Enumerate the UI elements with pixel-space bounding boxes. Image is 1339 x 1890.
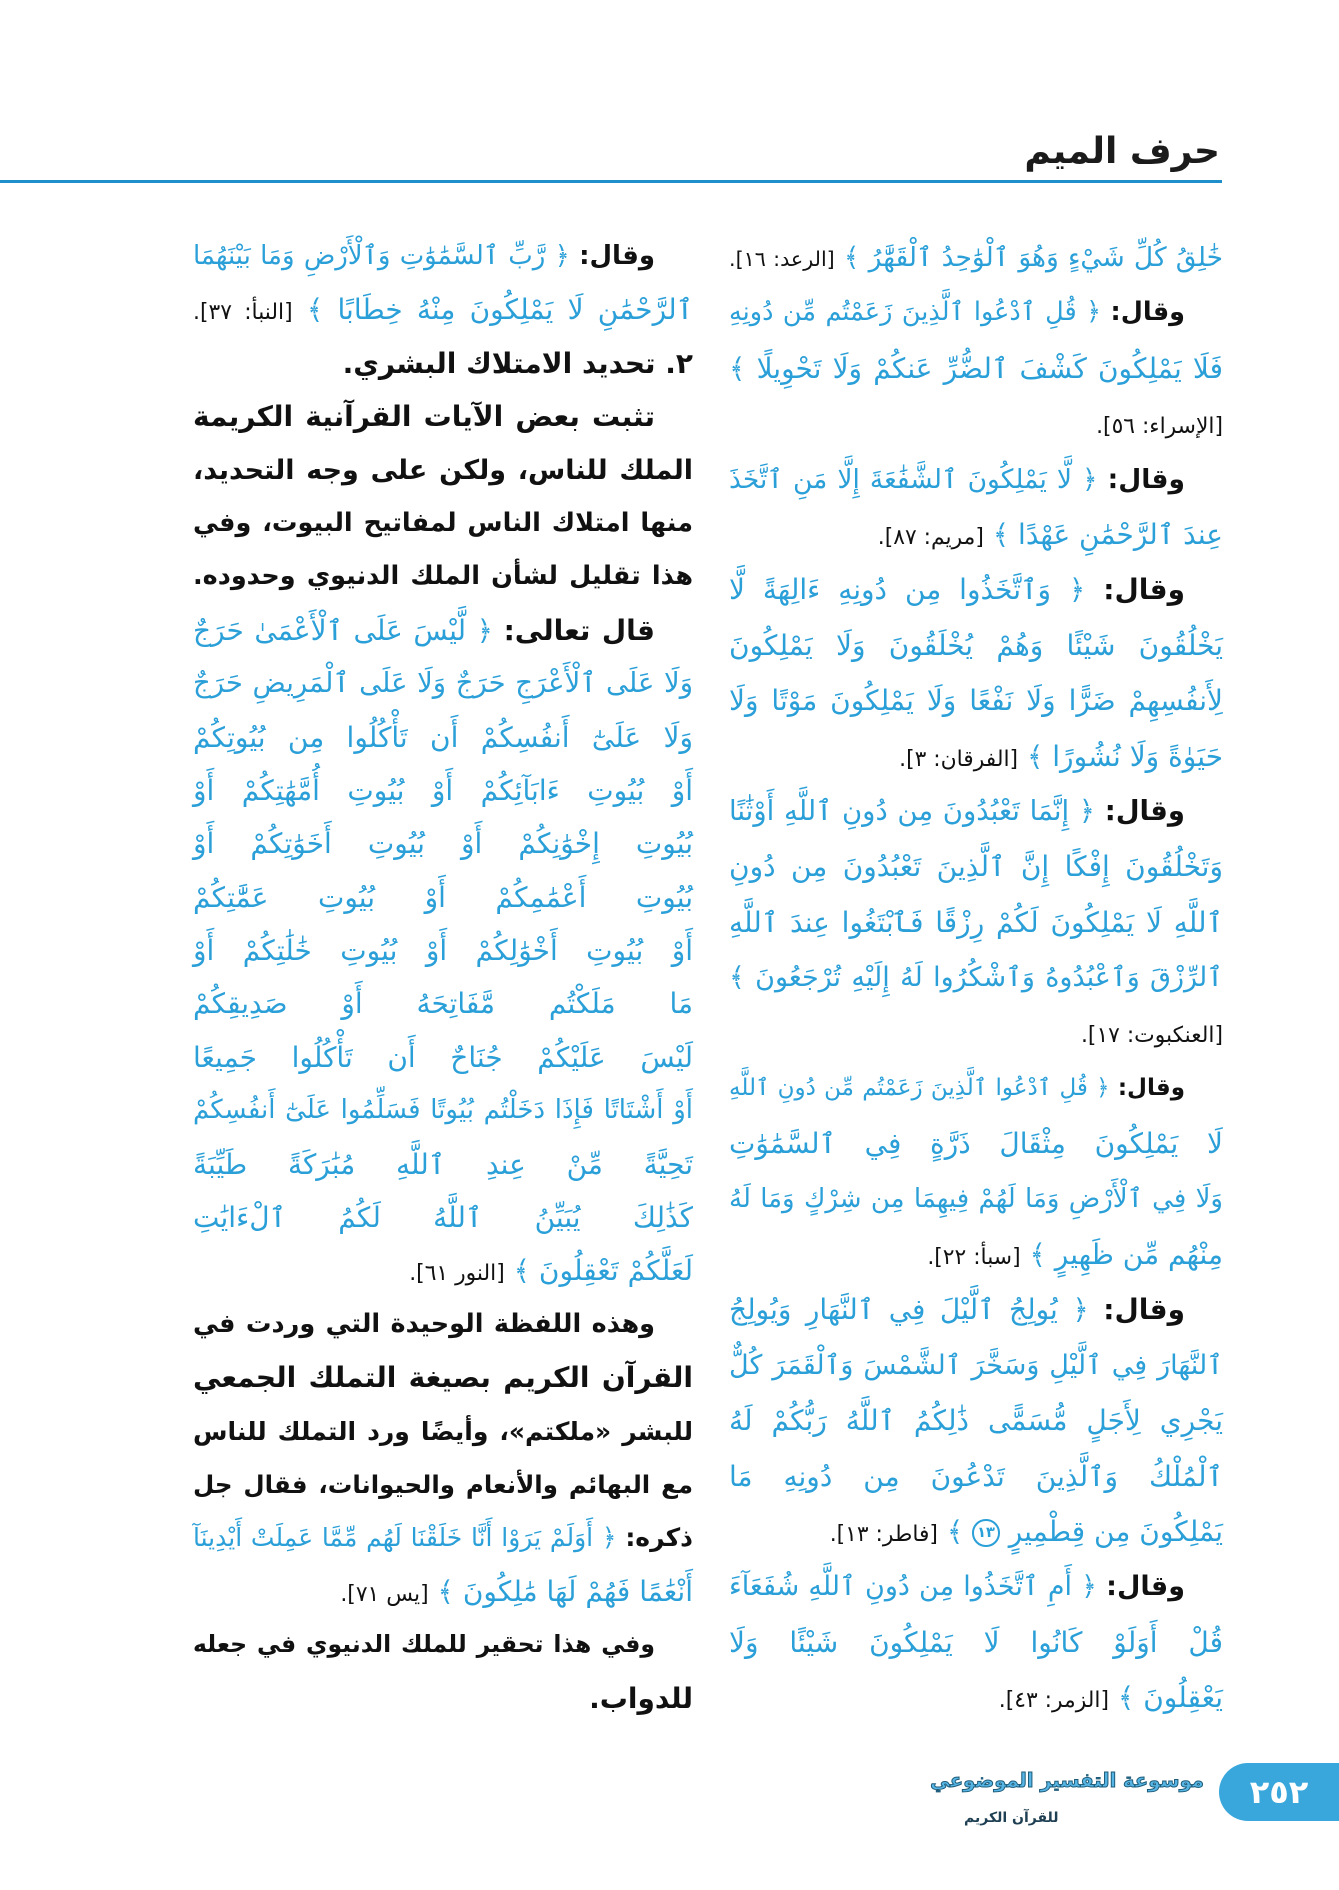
body-text: الملك للناس، ولكن على وجه التحديد، xyxy=(193,454,693,486)
right-column-line xyxy=(729,230,1223,285)
right-column-line xyxy=(729,1338,1223,1393)
logo-subtitle: للقرآن الكريم xyxy=(964,1810,1059,1826)
quran-verse-text: يَجْرِي لِأَجَلٍ مُّسَمًّى ذَٰلِكُمُ ٱللَّهُ رَبُّكُمْ لَهُ xyxy=(729,1404,1223,1438)
quran-verse-text: ٱللَّهِ لَا يَمْلِكُونَ لَكُمْ رِزْقًا فَٱبْتَغُوا عِندَ ٱللَّهِ xyxy=(729,905,1223,939)
body-text: للبشر «ملكتم»، وأيضًا ورد التملك للناس xyxy=(193,1416,693,1446)
right-column-line xyxy=(729,1559,1223,1614)
verse-citation: [العنكبوت: ١٧]. xyxy=(1080,1023,1223,1049)
quran-verse-text: كَذَٰلِكَ يُبَيِّنُ ٱللَّهُ لَكُمُ ٱلْءَايَٰتِ xyxy=(193,1201,693,1235)
verse-citation: [النور ٦١]. xyxy=(409,1261,505,1287)
quran-verse-text: ﴿ رَّبِّ ٱلسَّمَٰوَٰتِ وَٱلْأَرْضِ وَمَا بَيْنَهُمَا xyxy=(193,241,570,271)
body-text: وقال: xyxy=(1106,1571,1185,1603)
left-column-line xyxy=(193,604,693,657)
right-column-line xyxy=(729,341,1223,396)
left-column-line xyxy=(193,390,693,443)
body-text: وقال: xyxy=(579,241,655,271)
quran-verse-text: ﴾ xyxy=(946,1514,964,1548)
quran-verse-text: وَلَا فِي ٱلْأَرْضِ وَمَا لَهُمْ فِيهِمَا مِن شِرْكٍ وَمَا لَهُ xyxy=(729,1183,1223,1214)
body-text: القرآن الكريم بصيغة التملك الجمعي xyxy=(193,1361,693,1395)
right-column-line xyxy=(729,618,1223,673)
quran-verse-text: مِنْهُم مِّن ظَهِيرٍ ﴾ xyxy=(1029,1238,1223,1272)
left-column-line xyxy=(193,1458,693,1511)
left-column-line xyxy=(193,497,693,550)
left-column-line xyxy=(193,711,693,764)
quran-verse-text: وَلَا عَلَى ٱلْأَعْرَجِ حَرَجٌ وَلَا عَلَى ٱلْمَرِيضِ حَرَجٌ xyxy=(193,667,693,700)
quran-verse-text: بُيُوتِ أَعْمَٰمِكُمْ أَوْ بُيُوتِ عَمَّٰتِكُمْ xyxy=(193,880,693,914)
verse-citation: [الإسراء: ٥٦]. xyxy=(1096,414,1223,440)
quran-verse-text: ﴿ لَّا يَمْلِكُونَ ٱلشَّفَٰعَةَ إِلَّا مَنِ ٱتَّخَذَ xyxy=(729,463,1098,495)
left-column-line xyxy=(193,924,693,977)
left-column-line xyxy=(193,1244,693,1297)
right-column-line xyxy=(729,673,1223,728)
quran-verse-text: ٱلرِّزْقَ وَٱعْبُدُوهُ وَٱشْكُرُوا لَهُ إِلَيْهِ تُرْجَعُونَ ﴾ xyxy=(729,962,1223,994)
quran-verse-text: ﴿ قُلِ ٱدْعُوا ٱلَّذِينَ زَعَمْتُم مِّن دُونِ ٱللَّهِ xyxy=(729,1074,1110,1101)
quran-verse-text: ﴿ أَوَلَمْ يَرَوْا أَنَّا خَلَقْنَا لَهُم مِّمَّا عَمِلَتْ أَيْدِينَآ xyxy=(193,1523,617,1553)
right-column-line xyxy=(729,1282,1223,1337)
left-column-line xyxy=(193,1565,693,1618)
left-column-line xyxy=(193,977,693,1030)
left-column-line xyxy=(193,1031,693,1084)
body-text: مع البهائم والأنعام والحيوانات، فقال جل xyxy=(193,1469,693,1499)
right-column-line xyxy=(729,1172,1223,1227)
ayah-number-marker: ١٣ xyxy=(972,1519,1000,1547)
quran-verse-text: يَمْلِكُونَ مِن قِطْمِيرٍ xyxy=(1008,1514,1223,1548)
left-column-line xyxy=(193,230,693,283)
left-column-line xyxy=(193,1351,693,1404)
body-text: هذا تقليل لشأن الملك الدنيوي وحدوده. xyxy=(193,561,693,592)
body-text: وقال: xyxy=(1110,297,1185,328)
quran-verse-text: أَوْ بُيُوتِ أَخْوَٰلِكُمْ أَوْ بُيُوتِ خَٰلَٰتِكُمْ أَوْ xyxy=(193,934,693,968)
right-column-line xyxy=(729,1670,1223,1725)
body-text: وقال: xyxy=(1104,794,1185,827)
left-column-line xyxy=(193,283,693,336)
left-column-line xyxy=(193,1084,693,1137)
body-text: للدواب. xyxy=(589,1681,693,1715)
quran-verse-text: لَعَلَّكُمْ تَعْقِلُونَ ﴾ xyxy=(513,1254,693,1288)
quran-verse-text: أَوْ أَشْتَاتًا فَإِذَا دَخَلْتُم بُيُوتًا فَسَلِّمُوا عَلَىٰٓ أَنفُسِكُمْ xyxy=(193,1095,693,1126)
right-column-line xyxy=(729,729,1223,784)
body-text: وهذه اللفظة الوحيدة التي وردت في xyxy=(193,1308,655,1339)
logo-title: موسوعة التفسير الموضوعي xyxy=(930,1769,1204,1792)
left-column-line xyxy=(193,1138,693,1191)
quran-verse-text: وَلَا عَلَىٰٓ أَنفُسِكُمْ أَن تَأْكُلُوا مِن بُيُوتِكُمْ xyxy=(193,720,693,754)
right-column-line xyxy=(729,1615,1223,1670)
left-column-line xyxy=(193,1191,693,1244)
quran-verse-text: حَيَوٰةً وَلَا نُشُورًا ﴾ xyxy=(1026,739,1223,773)
verse-citation: [النبأ: ٣٧]. xyxy=(193,300,293,326)
left-column-line xyxy=(193,1511,693,1564)
body-text: ٢. تحديد الامتلاك البشري. xyxy=(342,346,693,380)
verse-citation: [سبأ: ٢٢]. xyxy=(927,1245,1021,1271)
right-column-line xyxy=(729,895,1223,950)
body-text: وقال: xyxy=(1117,1074,1186,1101)
quran-verse-text: خَٰلِقُ كُلِّ شَيْءٍ وَهُوَ ٱلْوَٰحِدُ ٱلْقَهَّٰرُ ﴾ xyxy=(843,242,1223,273)
right-column-line xyxy=(729,507,1223,562)
quran-verse-text: فَلَا يَمْلِكُونَ كَشْفَ ٱلضُّرِّ عَنكُمْ وَلَا تَحْوِيلًا ﴾ xyxy=(729,351,1223,385)
quran-verse-text: تَحِيَّةً مِّنْ عِندِ ٱللَّهِ مُبَٰرَكَةً طَيِّبَةً xyxy=(193,1147,693,1181)
verse-citation: [يس ٧١]. xyxy=(340,1581,429,1607)
left-column-line xyxy=(193,550,693,603)
body-text: وفي هذا تحقير للملك الدنيوي في جعله xyxy=(193,1630,655,1659)
verse-citation: [مريم: ٨٧]. xyxy=(877,524,984,550)
page-number-badge xyxy=(1219,1763,1339,1821)
right-column-line xyxy=(729,396,1223,451)
quran-verse-text: ﴿ قُلِ ٱدْعُوا ٱلَّذِينَ زَعَمْتُم مِّن دُونِهِ xyxy=(729,297,1102,328)
left-column-line xyxy=(193,657,693,710)
right-column-line xyxy=(729,562,1223,617)
quran-verse-text: مَا مَلَكْتُم مَّفَاتِحَهُ أَوْ صَدِيقِكُمْ xyxy=(193,987,693,1021)
body-text: قال تعالى: xyxy=(503,613,655,647)
body-text: ذكره: xyxy=(625,1523,693,1553)
quran-verse-text: لَيْسَ عَلَيْكُمْ جُنَاحٌ أَن تَأْكُلُوا جَمِيعًا xyxy=(193,1040,693,1074)
left-column-line xyxy=(193,337,693,390)
page-number: ٢٥٢ xyxy=(1249,1773,1309,1811)
quran-verse-text: قُلْ أَوَلَوْ كَانُوا لَا يَمْلِكُونَ شَيْئًا وَلَا xyxy=(729,1625,1223,1659)
left-text-column xyxy=(193,230,693,1725)
left-column-line xyxy=(193,1298,693,1351)
quran-verse-text: ﴿ إِنَّمَا تَعْبُدُونَ مِن دُونِ ٱللَّهِ أَوْثَٰنًا xyxy=(729,794,1095,827)
quran-verse-text: وَتَخْلُقُونَ إِفْكًا إِنَّ ٱلَّذِينَ تَعْبُدُونَ مِن دُونِ xyxy=(729,850,1223,884)
quran-verse-text: ﴿ لَّيْسَ عَلَى ٱلْأَعْمَىٰ حَرَجٌ xyxy=(193,613,494,647)
right-column-line xyxy=(729,1061,1223,1116)
left-column-line xyxy=(193,1618,693,1671)
right-column-line xyxy=(729,1393,1223,1448)
body-text: تثبت بعض الآيات القرآنية الكريمة xyxy=(193,400,655,434)
verse-citation: [فاطر: ١٣]. xyxy=(829,1521,938,1547)
quran-verse-text: بُيُوتِ إِخْوَٰنِكُمْ أَوْ بُيُوتِ أَخَوَٰتِكُمْ أَوْ xyxy=(193,827,693,861)
left-column-line xyxy=(193,817,693,870)
header-rule xyxy=(0,180,1222,183)
verse-citation: [الرعد: ١٦]. xyxy=(729,247,835,271)
right-column-line xyxy=(729,1005,1223,1060)
right-text-column xyxy=(729,230,1223,1726)
verse-citation: [الزمر: ٤٣]. xyxy=(998,1688,1110,1714)
quran-verse-text: عِندَ ٱلرَّحْمَٰنِ عَهْدًا ﴾ xyxy=(992,517,1223,551)
encyclopedia-logo xyxy=(928,1752,1206,1844)
quran-verse-text: أَنْعَٰمًا فَهُمْ لَهَا مَٰلِكُونَ ﴾ xyxy=(437,1574,693,1608)
right-column-line xyxy=(729,784,1223,839)
left-column-line xyxy=(193,444,693,497)
body-text: وقال: xyxy=(1107,463,1185,495)
quran-verse-text: ٱلْمُلْكُ وَٱلَّذِينَ تَدْعُونَ مِن دُونِهِ مَا xyxy=(729,1459,1223,1493)
body-text: وقال: xyxy=(1103,573,1186,607)
left-column-line xyxy=(193,764,693,817)
body-text: وقال: xyxy=(1103,1293,1185,1327)
right-column-line xyxy=(729,839,1223,894)
body-text: منها امتلاك الناس لمفاتيح البيوت، وفي xyxy=(193,507,693,538)
right-column-line xyxy=(729,285,1223,340)
right-column-line xyxy=(729,1449,1223,1504)
right-column-line xyxy=(729,1116,1223,1171)
page-header-title: حرف الميم xyxy=(1024,131,1220,172)
quran-verse-text: يَخْلُقُونَ شَيْئًا وَهُمْ يُخْلَقُونَ وَلَا يَمْلِكُونَ xyxy=(729,628,1223,662)
quran-verse-text: ﴿ أَمِ ٱتَّخَذُوا مِن دُونِ ٱللَّهِ شُفَعَآءَ xyxy=(729,1571,1098,1603)
verse-citation: [الفرقان: ٣]. xyxy=(899,746,1019,772)
right-column-line xyxy=(729,1227,1223,1282)
left-column-line xyxy=(193,871,693,924)
quran-verse-text: ﴿ يُولِجُ ٱلَّيْلَ فِي ٱلنَّهَارِ وَيُولِجُ xyxy=(729,1293,1089,1327)
quran-verse-text: لِأَنفُسِهِمْ ضَرًّا وَلَا نَفْعًا وَلَا يَمْلِكُونَ مَوْتًا وَلَا xyxy=(729,684,1223,718)
quran-verse-text: ﴿ وَٱتَّخَذُوا مِن دُونِهِ ءَالِهَةً لَّا xyxy=(729,573,1086,607)
left-column-line xyxy=(193,1405,693,1458)
quran-verse-text: ٱلنَّهَارَ فِي ٱلَّيْلِ وَسَخَّرَ ٱلشَّمْسَ وَٱلْقَمَرَ كُلٌّ xyxy=(729,1349,1223,1381)
quran-verse-text: أَوْ بُيُوتِ ءَابَآئِكُمْ أَوْ بُيُوتِ أُمَّهَٰتِكُمْ أَوْ xyxy=(193,773,693,807)
quran-verse-text: يَعْقِلُونَ ﴾ xyxy=(1117,1681,1223,1715)
left-column-line xyxy=(193,1672,693,1725)
quran-verse-text: ٱلرَّحْمَٰنِ لَا يَمْلِكُونَ مِنْهُ خِطَابًا ﴾ xyxy=(306,293,693,327)
quran-verse-text: لَا يَمْلِكُونَ مِثْقَالَ ذَرَّةٍ فِي ٱلسَّمَٰوَٰتِ xyxy=(729,1127,1223,1161)
right-column-line xyxy=(729,452,1223,507)
right-column-line xyxy=(729,950,1223,1005)
right-column-line xyxy=(729,1504,1223,1559)
